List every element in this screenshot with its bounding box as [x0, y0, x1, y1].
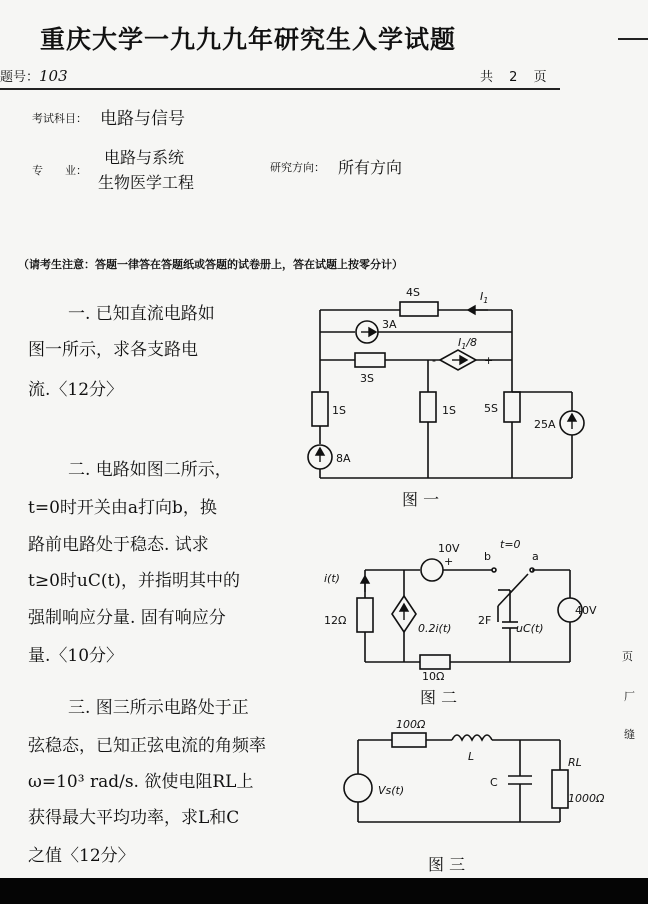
question-code-value: 103 [39, 67, 68, 85]
major-label: 专 业： [32, 164, 87, 177]
label-rl: RL [568, 756, 582, 769]
q3-line: 三. 图三所示电路处于正 [68, 698, 249, 718]
figure-1-caption: 图 一 [402, 490, 440, 509]
subject-label: 考试科目： [32, 112, 87, 125]
label-uc: uC(t) [516, 622, 544, 635]
q2-line: 量.〈10分〉 [28, 646, 124, 666]
resistor-load [552, 770, 568, 808]
q1-line: 图一所示，求各支路电 [28, 340, 198, 360]
conductance-1s-left [312, 392, 328, 426]
label-4s: 4S [406, 286, 420, 299]
q3-line: 弦稳态，已知正弦电流的角频率 [28, 736, 266, 756]
label-l: L [468, 750, 475, 763]
label-minus: - [416, 563, 420, 576]
scan-edge [0, 878, 648, 904]
label-3s: 3S [360, 372, 374, 385]
q3-line: 获得最大平均功率，求L和C [28, 808, 240, 828]
header-rule [0, 88, 560, 90]
label-25a: 25A [534, 418, 556, 431]
label-100ohm: 100Ω [396, 718, 426, 731]
label-i1: $I_1$ [480, 290, 489, 305]
exam-title: 重庆大学一九九九年研究生入学试题 [40, 25, 457, 54]
conductance-5s [504, 392, 520, 422]
label-1s-left: 1S [332, 404, 346, 417]
subject-value: 电路与信号 [100, 109, 185, 129]
question-code [0, 66, 68, 85]
label-3a: 3A [382, 318, 397, 331]
label-vs: Vs(t) [378, 784, 405, 797]
label-1s-mid: 1S [442, 404, 456, 417]
notice: （请考生注意：答题一律答在答题纸或答题的试卷册上，答在试题上按零分计） [18, 258, 403, 271]
page-count-suffix: 页 [533, 70, 547, 85]
label-plus: + [484, 354, 494, 367]
resistor-100 [392, 733, 426, 747]
label-8a: 8A [336, 452, 351, 465]
voltage-source [344, 774, 372, 802]
q3-line: ω=10³ rad/s. 欲使电阻RL上 [28, 772, 254, 792]
label-5s: 5S [484, 402, 498, 415]
q3-line: 之值〈12分〉 [28, 846, 135, 866]
label-minus: - [432, 354, 436, 367]
label-40v: 40V [575, 604, 597, 617]
label-it: i(t) [324, 572, 340, 585]
figure-2-caption: 图 二 [420, 688, 458, 707]
voltage-source-10v [421, 559, 443, 581]
label-10v: 10V [438, 542, 460, 555]
major-value-2: 生物医学工程 [98, 173, 195, 192]
label-2f: 2F [478, 614, 492, 627]
margin-mark: 厂 [624, 690, 635, 703]
q1-line: 流.〈12分〉 [28, 380, 124, 400]
label-c: C [490, 776, 498, 789]
resistor-10 [420, 655, 450, 669]
figure-2-circuit [320, 530, 620, 683]
figure-1-circuit [300, 280, 600, 520]
label-b: b [484, 550, 491, 563]
conductance-1s-mid [420, 392, 436, 422]
figure-3-caption: 图 三 [428, 855, 466, 874]
q2-line: t≥0时uC(t)，并指明其中的 [28, 571, 240, 591]
label-12ohm: 12Ω [324, 614, 347, 627]
q2-line: t=0时开关由a打向b，换 [28, 498, 217, 518]
label-t0: t=0 [500, 538, 521, 551]
major-value-1: 电路与系统 [104, 148, 185, 167]
margin-mark: 页 [622, 650, 633, 663]
margin-rule [618, 38, 648, 40]
conductance-4s [400, 302, 438, 316]
label-vccs: 0.2i(t) [418, 622, 452, 635]
page-count-prefix: 共 [480, 70, 494, 85]
q1-line: 一. 已知直流电路如 [68, 304, 215, 324]
label-10ohm: 10Ω [422, 670, 445, 683]
label-a: a [532, 550, 539, 563]
inductor [452, 735, 492, 740]
page-count-value: 2 [509, 70, 518, 85]
label-rl-value: 1000Ω [568, 792, 605, 805]
direction-label: 研究方向： [270, 161, 325, 174]
q2-line: 强制响应分量. 固有响应分 [28, 608, 226, 628]
label-plus: + [444, 555, 454, 568]
q2-line: 二. 电路如图二所示， [68, 460, 232, 480]
question-code-label: 题号： [0, 70, 40, 85]
conductance-3s [355, 353, 385, 367]
margin-mark: 缝 [624, 728, 635, 741]
q2-line: 路前电路处于稳态. 试求 [28, 535, 209, 555]
figure-3-circuit [330, 712, 605, 842]
label-vccs: $I_1/8$ [458, 336, 478, 351]
direction-value: 所有方向 [338, 158, 403, 177]
resistor-12 [357, 598, 373, 632]
page-count [480, 66, 547, 85]
